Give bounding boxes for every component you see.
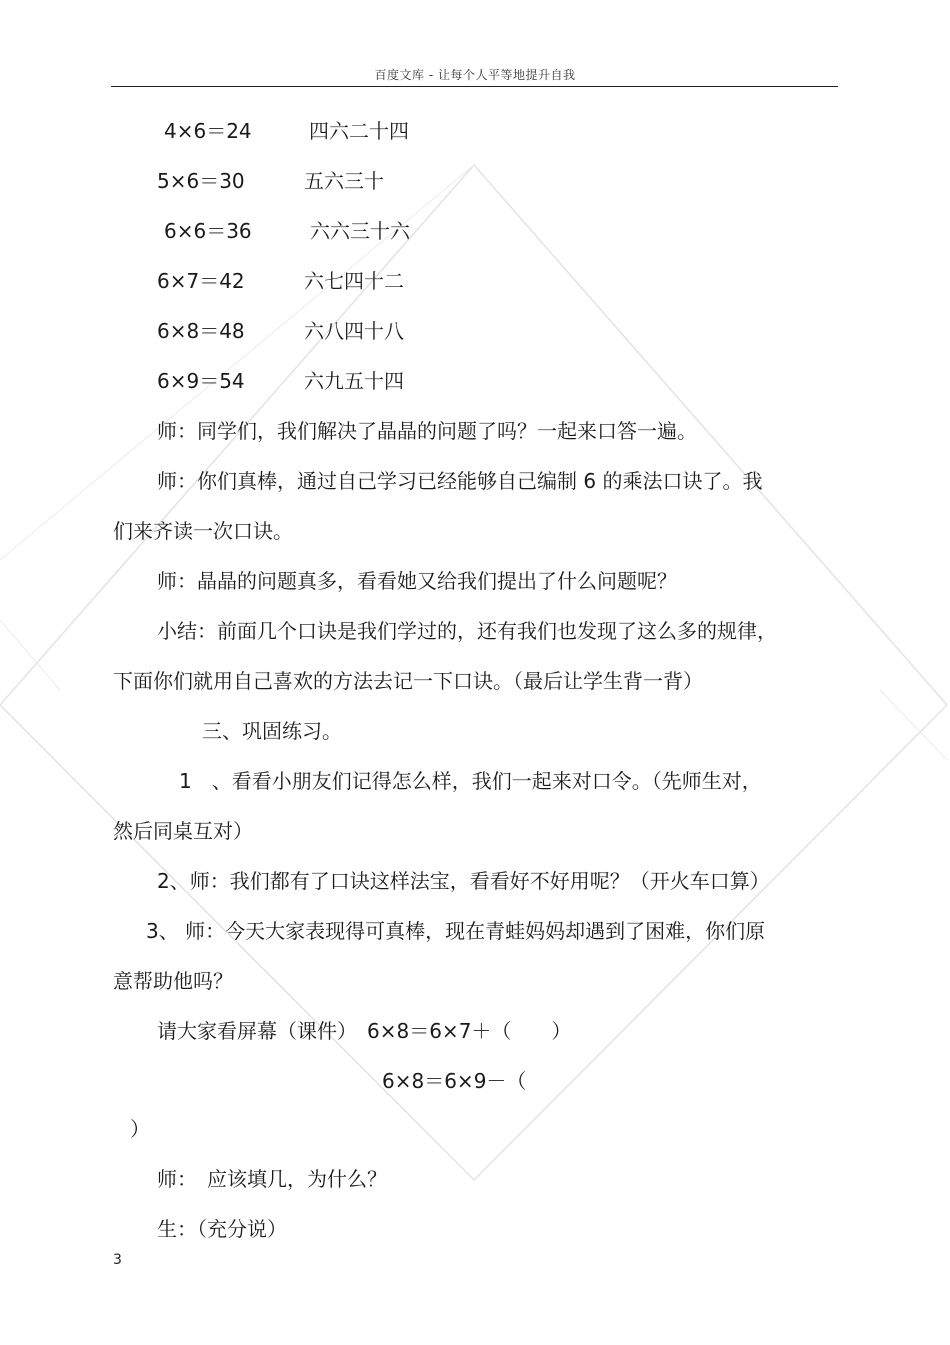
table-row-rhyme: 四六二十四 [309,119,409,143]
screen-equation-2: 6×8＝6×9－（ [382,1069,527,1093]
teacher-question: 师： 应该填几，为什么？ [157,1167,387,1191]
header-divider [111,86,838,87]
page-number: 3 [113,1252,122,1268]
table-row-rhyme: 六七四十二 [304,269,404,293]
table-row-equation: 5×6＝30 [157,169,245,193]
exercise-1-cont: 然后同桌互对） [113,819,253,843]
table-row-rhyme: 六八四十八 [304,319,404,343]
exercise-3-cont: 意帮助他吗？ [113,969,233,993]
paragraph-teacher-praise: 师：你们真棒，通过自己学习已经能够自己编制 6 的乘法口诀了。我 [157,469,763,493]
student-answer: 生：（充分说） [157,1217,287,1241]
table-row-equation: 6×7＝42 [157,269,245,293]
exercise-1: 1 、看看小朋友们记得怎么样，我们一起来对口令。（先师生对， [179,769,762,793]
paragraph-summary-cont: 下面你们就用自己喜欢的方法去记一下口诀。（最后让学生背一背） [113,669,703,693]
paragraph-summary: 小结：前面几个口诀是我们学过的，还有我们也发现了这么多的规律， [157,619,777,643]
paragraph-teacher-praise-cont: 们来齐读一次口诀。 [113,519,293,543]
screen-equation-1: 请大家看屏幕（课件） 6×8＝6×7＋（ ） [157,1019,572,1043]
paragraph-teacher-question: 师：同学们，我们解决了晶晶的问题了吗？一起来口答一遍。 [157,419,697,443]
table-row-rhyme: 六六三十六 [310,219,410,243]
header-title: 百度文库 - 让每个人平等地提升自我 [374,68,576,82]
table-row-equation: 6×8＝48 [157,319,245,343]
paragraph-teacher-followup: 师：晶晶的问题真多，看看她又给我们提出了什么问题呢？ [157,569,677,593]
table-row-rhyme: 六九五十四 [304,369,404,393]
table-row-equation: 4×6＝24 [164,119,252,143]
table-row-rhyme: 五六三十 [304,169,384,193]
exercise-3: 3、 师：今天大家表现得可真棒，现在青蛙妈妈却遇到了困难，你们原 [146,919,766,943]
section-heading: 三、巩固练习。 [202,719,342,743]
exercise-2: 2、师：我们都有了口诀这样法宝，看看好不好用呢？（开火车口算） [157,869,770,893]
table-row-equation: 6×6＝36 [164,219,252,243]
screen-equation-2-close: ） [130,1117,150,1141]
table-row-equation: 6×9＝54 [157,369,245,393]
